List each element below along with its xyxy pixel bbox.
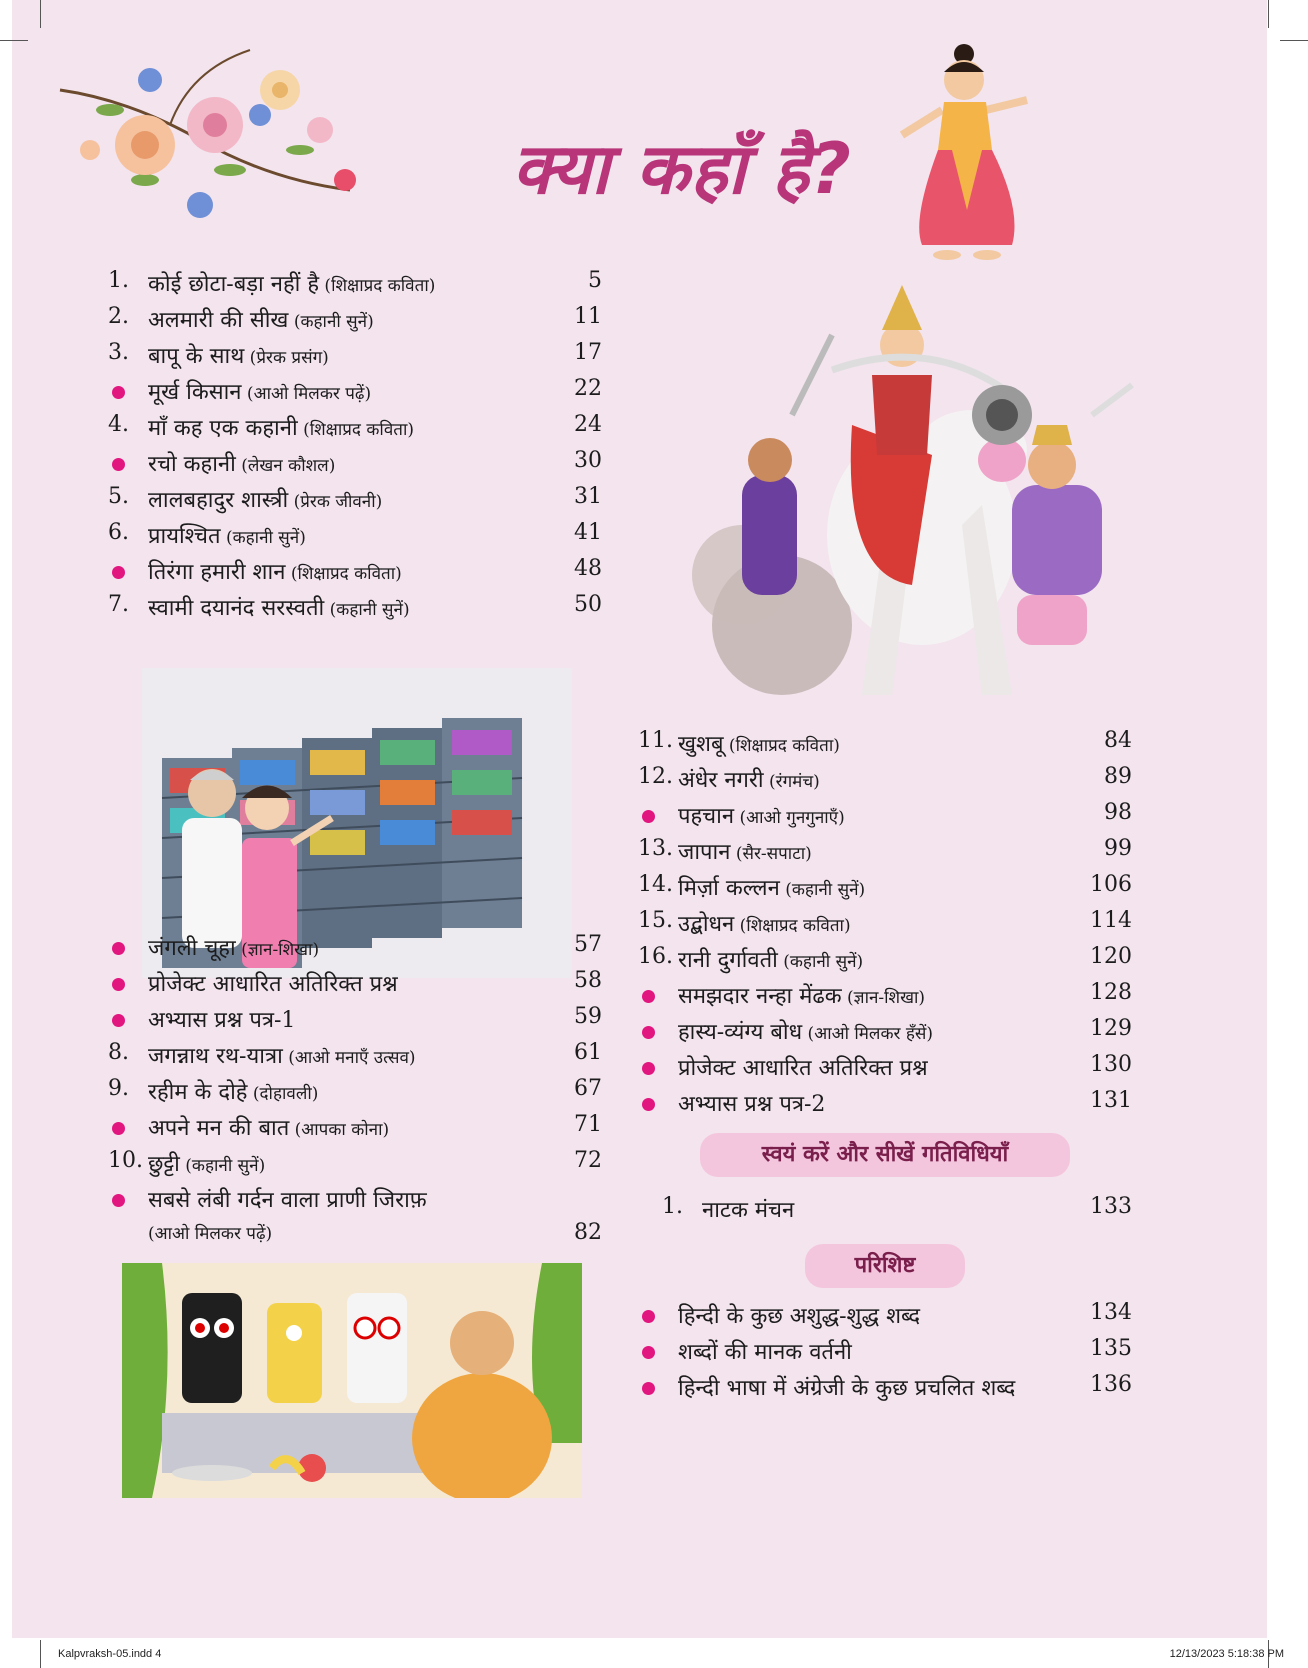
entry-page-number: 61 (574, 1040, 602, 1065)
entry-title (678, 1372, 1015, 1402)
entry-title-text: समझदार नन्हा मेंढक (678, 984, 842, 1009)
toc-entry (108, 336, 602, 372)
entry-title (148, 1004, 295, 1034)
crop-mark (40, 1640, 41, 1668)
entry-title-text: प्रायश्चित (148, 524, 221, 549)
appendix-heading: परिशिष्ट (805, 1244, 965, 1288)
bullet-icon (112, 1014, 125, 1027)
entry-number: 5. (108, 484, 129, 509)
entry-page-number: 57 (574, 932, 602, 957)
bullet-icon (112, 458, 125, 471)
toc-entry (108, 928, 602, 964)
entry-title-text: हिन्दी के कुछ अशुद्ध-शुद्ध शब्द (678, 1304, 921, 1329)
crop-mark (1280, 40, 1308, 41)
entry-title (702, 1194, 794, 1224)
toc-entry (108, 372, 602, 408)
entry-number: 1. (108, 268, 129, 293)
flower-illustration (50, 30, 380, 240)
entry-page-number: 50 (574, 592, 602, 617)
toc-entry (638, 796, 1132, 832)
toc-entry (638, 1368, 1132, 1404)
entry-page-number: 136 (1090, 1372, 1132, 1397)
toc-entry (638, 1048, 1132, 1084)
entry-title (148, 1220, 272, 1245)
entry-title-text: छुट्टी (148, 1152, 180, 1177)
entry-page-number: 41 (574, 520, 602, 545)
entry-title (148, 520, 306, 550)
entry-category: (आओ मनाएँ उत्सव) (282, 1048, 416, 1068)
entry-title-text: जापान (678, 840, 731, 865)
entry-number: 15. (638, 908, 673, 933)
entry-page-number: 48 (574, 556, 602, 581)
entry-number: 10. (108, 1148, 143, 1173)
entry-title (678, 980, 925, 1010)
entry-title-text: रहीम के दोहे (148, 1080, 248, 1105)
entry-title (678, 1336, 852, 1366)
entry-title (148, 268, 435, 298)
entry-category: (ज्ञान-शिखा) (235, 940, 320, 960)
entry-title (148, 968, 398, 998)
toc-entry (638, 940, 1132, 976)
entry-title-text: प्रोजेक्ट आधारित अतिरिक्त प्रश्न (148, 972, 398, 997)
toc-entry (108, 1144, 602, 1180)
entry-category: (आओ मिलकर हँसें) (802, 1024, 934, 1044)
entry-title-text: स्वामी दयानंद सरस्वती (148, 596, 325, 621)
bullet-icon (642, 1098, 655, 1111)
bullet-icon (642, 1026, 655, 1039)
entry-title-text: शब्दों की मानक वर्तनी (678, 1340, 852, 1365)
toc-entry (108, 588, 602, 624)
entry-page-number: 99 (1104, 836, 1132, 861)
jagannath-illustration (122, 1263, 582, 1498)
toc-entry (638, 832, 1132, 868)
bullet-icon (642, 1382, 655, 1395)
entry-number: 2. (108, 304, 129, 329)
entry-title-text: हिन्दी भाषा में अंग्रेजी के कुछ प्रचलित शब्द (678, 1376, 1016, 1401)
entry-title-text: प्रोजेक्ट आधारित अतिरिक्त प्रश्न (678, 1056, 928, 1081)
entry-number: 8. (108, 1040, 129, 1065)
entry-category: (प्रेरक जीवनी) (288, 492, 383, 512)
toc-left-bottom (108, 928, 602, 1252)
entry-title (678, 908, 851, 938)
entry-title-text: मिर्ज़ा कल्लन (678, 876, 780, 901)
entry-title (678, 1052, 928, 1082)
entry-category: (कहानी सुनें) (220, 528, 306, 548)
entry-title-text: अभ्यास प्रश्न पत्र-2 (678, 1092, 826, 1117)
entry-category: (प्रेरक प्रसंग) (244, 348, 329, 368)
entry-title (148, 932, 319, 962)
entry-category: (कहानी सुनें) (777, 952, 864, 972)
entry-title (148, 340, 329, 370)
toc-entry (638, 976, 1132, 1012)
activities-heading: स्वयं करें और सीखें गतिविधियाँ (700, 1133, 1070, 1177)
toc-entry (108, 444, 602, 480)
entry-title (148, 1040, 416, 1070)
entry-title (148, 376, 371, 406)
entry-category: (रंगमंच) (763, 772, 820, 792)
toc-entry (638, 904, 1132, 940)
entry-category: (आओ मिलकर पढ़ें) (241, 384, 372, 404)
entry-title (148, 556, 402, 586)
entry-category: (कहानी सुनें) (288, 312, 374, 332)
toc-entry (108, 480, 602, 516)
entry-page-number: 72 (574, 1148, 602, 1173)
entry-title-text: रचो कहानी (148, 452, 236, 477)
entry-page-number: 82 (574, 1220, 602, 1245)
bullet-icon (642, 1062, 655, 1075)
entry-title (678, 1300, 920, 1330)
entry-page-number: 84 (1104, 728, 1132, 753)
warrior-queen-illustration (682, 275, 1142, 705)
entry-category: (शिक्षाप्रद कविता) (297, 420, 415, 440)
bullet-icon (112, 386, 125, 399)
toc-entry (638, 1084, 1132, 1120)
activities-list (662, 1190, 1132, 1226)
entry-category: (लेखन कौशल) (235, 456, 336, 476)
bullet-icon (112, 942, 125, 955)
entry-number: 16. (638, 944, 673, 969)
entry-title (148, 304, 374, 334)
entry-page-number: 134 (1090, 1300, 1132, 1325)
entry-category: (आपका कोना) (289, 1120, 390, 1140)
entry-title-text: तिरंगा हमारी शान (148, 560, 286, 585)
entry-title (148, 1112, 389, 1142)
entry-page-number: 89 (1104, 764, 1132, 789)
bullet-icon (112, 566, 125, 579)
entry-title (678, 764, 820, 794)
book-page (12, 0, 1267, 1638)
entry-title (148, 484, 382, 514)
bullet-icon (112, 1194, 125, 1207)
entry-title-text: जंगली चूहा (148, 936, 236, 961)
entry-number: 4. (108, 412, 129, 437)
toc-left-top (108, 264, 602, 624)
entry-category: (शिक्षाप्रद कविता) (734, 916, 851, 936)
entry-category: (कहानी सुनें) (324, 600, 410, 620)
entry-page-number: 17 (574, 340, 602, 365)
entry-number: 3. (108, 340, 129, 365)
crop-mark (0, 40, 28, 41)
bullet-icon (642, 1310, 655, 1323)
entry-number: 9. (108, 1076, 129, 1101)
entry-title-text: खुशबू (678, 732, 724, 757)
entry-title (678, 1016, 933, 1046)
entry-page-number: 128 (1090, 980, 1132, 1005)
toc-entry (108, 1072, 602, 1108)
entry-page-number: 22 (574, 376, 602, 401)
entry-title-text: अभ्यास प्रश्न पत्र-1 (148, 1008, 296, 1033)
bullet-icon (642, 810, 655, 823)
entry-title (148, 448, 335, 478)
entry-title (678, 1088, 825, 1118)
entry-title-text: पहचान (678, 804, 735, 829)
bullet-icon (642, 990, 655, 1003)
crop-mark (40, 0, 41, 28)
entry-page-number: 31 (574, 484, 602, 509)
entry-page-number: 114 (1090, 908, 1132, 933)
toc-entry (108, 1216, 602, 1252)
entry-number: 14. (638, 872, 673, 897)
entry-title-text: नाटक मंचन (702, 1198, 795, 1223)
entry-category: (शिक्षाप्रद कविता) (723, 736, 840, 756)
entry-category: (आओ मिलकर पढ़ें) (148, 1224, 273, 1244)
toc-entry (108, 1036, 602, 1072)
entry-title (148, 1076, 318, 1106)
bullet-icon (642, 1346, 655, 1359)
entry-number: 12. (638, 764, 673, 789)
entry-page-number: 58 (574, 968, 602, 993)
page-title: क्या कहाँ है? (512, 128, 852, 210)
bullet-icon (112, 1122, 125, 1135)
toc-entry (638, 724, 1132, 760)
entry-title-text: कोई छोटा-बड़ा नहीं है (148, 272, 320, 297)
entry-page-number: 24 (574, 412, 602, 437)
entry-number: 6. (108, 520, 129, 545)
crop-mark (1268, 0, 1269, 28)
toc-entry (108, 408, 602, 444)
entry-page-number: 59 (574, 1004, 602, 1029)
entry-title-text: अलमारी की सीख (148, 308, 289, 333)
entry-page-number: 106 (1090, 872, 1132, 897)
toc-entry (638, 868, 1132, 904)
entry-number: 11. (638, 728, 673, 753)
entry-page-number: 129 (1090, 1016, 1132, 1041)
entry-category: (शिक्षाप्रद कविता) (285, 564, 402, 584)
entry-page-number: 131 (1090, 1088, 1132, 1113)
entry-title (678, 836, 812, 866)
entry-title-text: बापू के साथ (148, 344, 245, 369)
entry-category: (कहानी सुनें) (779, 880, 866, 900)
entry-page-number: 30 (574, 448, 602, 473)
entry-category: (सैर-सपाटा) (730, 844, 812, 864)
entry-title (148, 592, 410, 622)
entry-title-text: अपने मन की बात (148, 1116, 290, 1141)
entry-page-number: 98 (1104, 800, 1132, 825)
entry-title (148, 1148, 265, 1178)
toc-entry (108, 1108, 602, 1144)
entry-title (678, 728, 840, 758)
entry-title (678, 872, 865, 902)
toc-entry (662, 1190, 1132, 1226)
entry-title-text: लालबहादुर शास्त्री (148, 488, 289, 513)
entry-page-number: 135 (1090, 1336, 1132, 1361)
footer-file: Kalpvraksh-05.indd 4 (58, 1648, 162, 1660)
entry-title-text: अंधेर नगरी (678, 768, 764, 793)
toc-entry (108, 264, 602, 300)
entry-title (678, 800, 845, 830)
entry-title-text: जगन्नाथ रथ-यात्रा (148, 1044, 283, 1069)
entry-title-text: मूर्ख किसान (148, 380, 242, 405)
toc-entry (108, 552, 602, 588)
entry-category: (शिक्षाप्रद कविता) (319, 276, 436, 296)
entry-category: (आओ गुनगुनाएँ) (734, 808, 845, 828)
entry-page-number: 130 (1090, 1052, 1132, 1077)
appendix-list (638, 1296, 1132, 1404)
toc-entry (108, 516, 602, 552)
toc-entry (638, 1296, 1132, 1332)
toc-entry (638, 760, 1132, 796)
entry-number: 1. (662, 1194, 683, 1219)
toc-entry (638, 1012, 1132, 1048)
entry-page-number: 11 (574, 304, 602, 329)
entry-category: (दोहावली) (247, 1084, 319, 1104)
entry-title (148, 412, 414, 442)
toc-entry (108, 1180, 602, 1216)
toc-entry (638, 1332, 1132, 1368)
entry-page-number: 67 (574, 1076, 602, 1101)
entry-title-text: माँ कह एक कहानी (148, 416, 298, 441)
dancer-illustration (882, 40, 1042, 265)
entry-page-number: 133 (1090, 1194, 1132, 1219)
bullet-icon (112, 978, 125, 991)
entry-title (148, 1184, 427, 1214)
entry-number: 7. (108, 592, 129, 617)
toc-entry (108, 1000, 602, 1036)
entry-category: (कहानी सुनें) (179, 1156, 266, 1176)
toc-entry (108, 300, 602, 336)
entry-title-text: सबसे लंबी गर्दन वाला प्राणी जिराफ़ (148, 1188, 427, 1213)
entry-title-text: हास्य-व्यंग्य बोध (678, 1020, 803, 1045)
entry-page-number: 120 (1090, 944, 1132, 969)
toc-entry (108, 964, 602, 1000)
entry-title-text: उद्बोधन (678, 912, 735, 937)
entry-title-text: रानी दुर्गावती (678, 948, 778, 973)
entry-title (678, 944, 863, 974)
footer-timestamp: 12/13/2023 5:18:38 PM (1169, 1648, 1284, 1660)
entry-number: 13. (638, 836, 673, 861)
entry-page-number: 71 (574, 1112, 602, 1137)
toc-right (638, 724, 1132, 1120)
entry-page-number: 5 (588, 268, 602, 293)
entry-category: (ज्ञान-शिखा) (841, 988, 926, 1008)
